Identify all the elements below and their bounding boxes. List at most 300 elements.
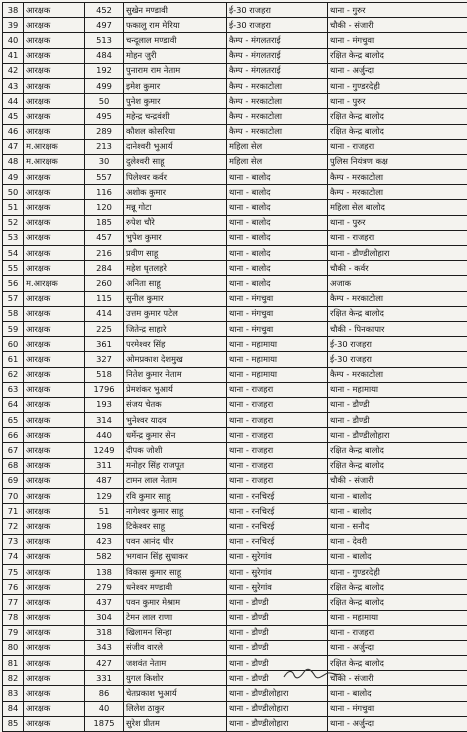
posted-to-cell: थाना - डौण्डीलोहारा	[328, 246, 467, 261]
rank-cell: आरक्षक	[24, 504, 85, 519]
posted-to-cell: रक्षित केन्द्र बालोद	[328, 109, 467, 124]
posted-from-cell: कैम्प - मरकाटोला	[227, 109, 328, 124]
employee-name-cell: महेन्द्र चन्द्रवंशी	[124, 109, 227, 124]
posted-to-cell: थाना - गुरुर	[328, 3, 467, 18]
serial-number-cell: 58	[3, 306, 24, 321]
rank-cell: आरक्षक	[24, 413, 85, 428]
posted-to-cell: रक्षित केन्द्र बालोद	[328, 306, 467, 321]
table-row	[3, 595, 467, 610]
rank-cell: आरक्षक	[24, 473, 85, 488]
rank-cell: आरक्षक	[24, 656, 85, 671]
posted-from-cell: कैम्प - मरकाटोला	[227, 124, 328, 139]
posted-from-cell: महिला सेल	[227, 154, 328, 169]
posted-to-cell: कैम्प - मरकाटोला	[328, 185, 467, 200]
posted-to-cell: थाना - राजहरा	[328, 139, 467, 154]
rank-cell: आरक्षक	[24, 534, 85, 549]
table-row	[3, 656, 467, 671]
table-row	[3, 534, 467, 549]
posted-from-cell: थाना - राजहरा	[227, 428, 328, 443]
rank-cell: आरक्षक	[24, 261, 85, 276]
employee-name-cell: टामन लाल नेताम	[124, 473, 227, 488]
posted-to-cell: रक्षित केन्द्र बालोद	[328, 580, 467, 595]
table-row	[3, 489, 467, 504]
posted-to-cell: थाना - अर्जुन्दा	[328, 716, 467, 731]
serial-number-cell: 67	[3, 443, 24, 458]
table-row	[3, 397, 467, 412]
rank-cell: आरक्षक	[24, 367, 85, 382]
posted-from-cell: कैम्प - मरकाटोला	[227, 94, 328, 109]
employee-name-cell: पुनेश कुमार	[124, 94, 227, 109]
posted-from-cell: थाना - राजहरा	[227, 443, 328, 458]
badge-number-cell: 582	[85, 549, 124, 564]
employee-name-cell: परमेश्वर सिंह	[124, 337, 227, 352]
serial-number-cell: 57	[3, 291, 24, 306]
table-row	[3, 261, 467, 276]
posted-to-cell: थाना - महामाया	[328, 382, 467, 397]
posted-to-cell: थाना - राजहरा	[328, 230, 467, 245]
serial-number-cell: 43	[3, 78, 24, 93]
rank-cell: आरक्षक	[24, 580, 85, 595]
transfer-list-table	[2, 2, 467, 732]
rank-cell: आरक्षक	[24, 18, 85, 33]
posted-from-cell: थाना - बालोद	[227, 276, 328, 291]
posted-to-cell: कैम्प - मरकाटोला	[328, 291, 467, 306]
table-row	[3, 686, 467, 701]
badge-number-cell: 289	[85, 124, 124, 139]
serial-number-cell: 65	[3, 413, 24, 428]
employee-name-cell: मनोहर सिंह राजपूत	[124, 458, 227, 473]
rank-cell: आरक्षक	[24, 671, 85, 686]
badge-number-cell: 30	[85, 154, 124, 169]
serial-number-cell: 47	[3, 139, 24, 154]
posted-from-cell: थाना - डौण्डी	[227, 610, 328, 625]
serial-number-cell: 55	[3, 261, 24, 276]
table-row	[3, 443, 467, 458]
badge-number-cell: 437	[85, 595, 124, 610]
table-row	[3, 428, 467, 443]
serial-number-cell: 48	[3, 154, 24, 169]
serial-number-cell: 46	[3, 124, 24, 139]
badge-number-cell: 192	[85, 63, 124, 78]
serial-number-cell: 76	[3, 580, 24, 595]
posted-to-cell: थाना - बालोद	[328, 686, 467, 701]
employee-name-cell: कौशल कोसरिया	[124, 124, 227, 139]
employee-name-cell: धनेश्वर मण्डावी	[124, 580, 227, 595]
table-row	[3, 63, 467, 78]
table-row	[3, 458, 467, 473]
serial-number-cell: 53	[3, 230, 24, 245]
serial-number-cell: 81	[3, 656, 24, 671]
badge-number-cell: 225	[85, 321, 124, 336]
posted-to-cell: थाना - बालोद	[328, 549, 467, 564]
posted-from-cell: थाना - डौण्डी	[227, 625, 328, 640]
employee-name-cell: रुपेश चौरे	[124, 215, 227, 230]
posted-to-cell: कैम्प - मरकाटोला	[328, 367, 467, 382]
table-row	[3, 625, 467, 640]
employee-name-cell: जशवंत नेताम	[124, 656, 227, 671]
serial-number-cell: 75	[3, 564, 24, 579]
rank-cell: आरक्षक	[24, 321, 85, 336]
badge-number-cell: 304	[85, 610, 124, 625]
serial-number-cell: 68	[3, 458, 24, 473]
badge-number-cell: 260	[85, 276, 124, 291]
employee-name-cell: लिलेश ठाकुर	[124, 701, 227, 716]
serial-number-cell: 71	[3, 504, 24, 519]
posted-to-cell: रक्षित केन्द्र बालोद	[328, 656, 467, 671]
posted-from-cell: थाना - रनचिरई	[227, 534, 328, 549]
serial-number-cell: 82	[3, 671, 24, 686]
posted-to-cell: चौकी - पिनकापार	[328, 321, 467, 336]
serial-number-cell: 38	[3, 3, 24, 18]
badge-number-cell: 1875	[85, 716, 124, 731]
rank-cell: आरक्षक	[24, 170, 85, 185]
posted-from-cell: थाना - रनचिरई	[227, 504, 328, 519]
rank-cell: आरक्षक	[24, 564, 85, 579]
table-row	[3, 185, 467, 200]
rank-cell: आरक्षक	[24, 610, 85, 625]
employee-name-cell: दानेश्वरी भुआर्य	[124, 139, 227, 154]
serial-number-cell: 83	[3, 686, 24, 701]
employee-name-cell: नितेश कुमार नेताम	[124, 367, 227, 382]
posted-from-cell: थाना - रनचिरई	[227, 519, 328, 534]
serial-number-cell: 49	[3, 170, 24, 185]
rank-cell: आरक्षक	[24, 33, 85, 48]
table-row	[3, 337, 467, 352]
serial-number-cell: 73	[3, 534, 24, 549]
employee-name-cell: चेतप्रकाश भुआर्य	[124, 686, 227, 701]
serial-number-cell: 63	[3, 382, 24, 397]
badge-number-cell: 185	[85, 215, 124, 230]
badge-number-cell: 423	[85, 534, 124, 549]
table-row	[3, 200, 467, 215]
table-row	[3, 109, 467, 124]
employee-name-cell: चन्दूलाल मण्डावी	[124, 33, 227, 48]
employee-name-cell: संजीव वारले	[124, 640, 227, 655]
employee-name-cell: टिकेश्वर साहू	[124, 519, 227, 534]
employee-name-cell: सुरेश प्रीतम	[124, 716, 227, 731]
posted-to-cell: थाना - मंगचुवा	[328, 33, 467, 48]
employee-name-cell: रवि कुमार साहू	[124, 489, 227, 504]
rank-cell: आरक्षक	[24, 48, 85, 63]
badge-number-cell: 198	[85, 519, 124, 534]
badge-number-cell: 487	[85, 473, 124, 488]
posted-from-cell: महिला सेल	[227, 139, 328, 154]
posted-to-cell: रक्षित केन्द्र बालोद	[328, 124, 467, 139]
badge-number-cell: 1249	[85, 443, 124, 458]
table-row	[3, 701, 467, 716]
posted-from-cell: कैम्प - मंगलतराई	[227, 33, 328, 48]
posted-to-cell: थाना - डौण्डी	[328, 397, 467, 412]
posted-from-cell: थाना - सुरेगांव	[227, 549, 328, 564]
badge-number-cell: 414	[85, 306, 124, 321]
table-row	[3, 139, 467, 154]
posted-from-cell: थाना - सुरेगांव	[227, 580, 328, 595]
posted-from-cell: थाना - राजहरा	[227, 382, 328, 397]
rank-cell: आरक्षक	[24, 428, 85, 443]
posted-to-cell: थाना - बालोद	[328, 489, 467, 504]
employee-name-cell: भगवान सिंह सुधाकर	[124, 549, 227, 564]
posted-from-cell: थाना - डौण्डीलोहारा	[227, 701, 328, 716]
rank-cell: आरक्षक	[24, 215, 85, 230]
badge-number-cell: 557	[85, 170, 124, 185]
badge-number-cell: 518	[85, 367, 124, 382]
posted-from-cell: कैम्प - मंगलतराई	[227, 48, 328, 63]
table-row	[3, 154, 467, 169]
posted-to-cell: रक्षित केन्द्र बालोद	[328, 443, 467, 458]
serial-number-cell: 52	[3, 215, 24, 230]
posted-from-cell: थाना - डौण्डीलोहारा	[227, 686, 328, 701]
posted-to-cell: रक्षित केन्द्र बालोद	[328, 458, 467, 473]
table-row	[3, 640, 467, 655]
employee-name-cell: धर्मेन्द्र कुमार सेन	[124, 428, 227, 443]
table-row	[3, 413, 467, 428]
serial-number-cell: 61	[3, 352, 24, 367]
badge-number-cell: 327	[85, 352, 124, 367]
employee-name-cell: ओमप्रकाश देशमुख	[124, 352, 227, 367]
table-row	[3, 306, 467, 321]
rank-cell: म.आरक्षक	[24, 139, 85, 154]
posted-from-cell: कैम्प - मरकाटोला	[227, 78, 328, 93]
table-row	[3, 382, 467, 397]
posted-from-cell: थाना - मंगचुवा	[227, 306, 328, 321]
employee-name-cell: इमेश कुमार	[124, 78, 227, 93]
serial-number-cell: 78	[3, 610, 24, 625]
table-row	[3, 94, 467, 109]
serial-number-cell: 41	[3, 48, 24, 63]
table-row	[3, 78, 467, 93]
serial-number-cell: 59	[3, 321, 24, 336]
badge-number-cell: 1796	[85, 382, 124, 397]
posted-to-cell: थाना - राजहरा	[328, 625, 467, 640]
rank-cell: आरक्षक	[24, 686, 85, 701]
serial-number-cell: 39	[3, 18, 24, 33]
serial-number-cell: 77	[3, 595, 24, 610]
rank-cell: आरक्षक	[24, 230, 85, 245]
serial-number-cell: 72	[3, 519, 24, 534]
serial-number-cell: 56	[3, 276, 24, 291]
posted-from-cell: थाना - राजहरा	[227, 413, 328, 428]
table-row	[3, 367, 467, 382]
rank-cell: आरक्षक	[24, 94, 85, 109]
employee-name-cell: मोहन जुरी	[124, 48, 227, 63]
badge-number-cell: 115	[85, 291, 124, 306]
rank-cell: आरक्षक	[24, 397, 85, 412]
badge-number-cell: 51	[85, 504, 124, 519]
signature-mark	[282, 668, 342, 679]
posted-from-cell: थाना - बालोद	[227, 261, 328, 276]
serial-number-cell: 64	[3, 397, 24, 412]
rank-cell: आरक्षक	[24, 519, 85, 534]
table-row	[3, 473, 467, 488]
posted-to-cell: थाना - देवरी	[328, 534, 467, 549]
rank-cell: आरक्षक	[24, 63, 85, 78]
table-row	[3, 564, 467, 579]
rank-cell: आरक्षक	[24, 701, 85, 716]
posted-from-cell: थाना - बालोद	[227, 215, 328, 230]
table-row	[3, 291, 467, 306]
employee-name-cell: दीपक जोशी	[124, 443, 227, 458]
table-row	[3, 671, 467, 686]
posted-to-cell: थाना - सनौद	[328, 519, 467, 534]
employee-name-cell: महेश धृतलहरे	[124, 261, 227, 276]
table-row	[3, 716, 467, 731]
employee-name-cell: जितेन्द्र साहारे	[124, 321, 227, 336]
posted-to-cell: चौकी - संजारी	[328, 671, 467, 686]
badge-number-cell: 452	[85, 3, 124, 18]
serial-number-cell: 62	[3, 367, 24, 382]
table-row	[3, 18, 467, 33]
posted-to-cell: ई-30 राजहरा	[328, 352, 467, 367]
posted-from-cell: थाना - बालोद	[227, 170, 328, 185]
posted-to-cell: थाना - गुण्डरदेही	[328, 78, 467, 93]
table-row	[3, 246, 467, 261]
posted-to-cell: कैम्प - मरकाटोला	[328, 170, 467, 185]
posted-to-cell: थाना - अर्जुन्दा	[328, 640, 467, 655]
table-row	[3, 519, 467, 534]
serial-number-cell: 66	[3, 428, 24, 443]
badge-number-cell: 343	[85, 640, 124, 655]
badge-number-cell: 120	[85, 200, 124, 215]
rank-cell: आरक्षक	[24, 124, 85, 139]
badge-number-cell: 457	[85, 230, 124, 245]
posted-from-cell: ई-30 राजहरा	[227, 3, 328, 18]
rank-cell: आरक्षक	[24, 382, 85, 397]
badge-number-cell: 427	[85, 656, 124, 671]
serial-number-cell: 45	[3, 109, 24, 124]
badge-number-cell: 116	[85, 185, 124, 200]
rank-cell: आरक्षक	[24, 3, 85, 18]
serial-number-cell: 51	[3, 200, 24, 215]
posted-from-cell: थाना - महामाया	[227, 352, 328, 367]
badge-number-cell: 513	[85, 33, 124, 48]
rank-cell: आरक्षक	[24, 246, 85, 261]
posted-to-cell: थाना - गुण्डरदेही	[328, 564, 467, 579]
table-row	[3, 230, 467, 245]
posted-from-cell: थाना - बालोद	[227, 185, 328, 200]
employee-name-cell: फकालु राम मेरिया	[124, 18, 227, 33]
transfer-list-body	[3, 3, 467, 732]
employee-name-cell: टेमन लाल राणा	[124, 610, 227, 625]
serial-number-cell: 50	[3, 185, 24, 200]
employee-name-cell: सुखेन मण्डावी	[124, 3, 227, 18]
rank-cell: आरक्षक	[24, 306, 85, 321]
posted-from-cell: थाना - डौण्डी	[227, 595, 328, 610]
table-row	[3, 549, 467, 564]
posted-from-cell: कैम्प - मंगलतराई	[227, 63, 328, 78]
posted-to-cell: महिला सेल बालोद	[328, 200, 467, 215]
posted-to-cell: थाना - बालोद	[328, 504, 467, 519]
employee-name-cell: पवन आनंद धीर	[124, 534, 227, 549]
posted-from-cell: थाना - बालोद	[227, 246, 328, 261]
badge-number-cell: 50	[85, 94, 124, 109]
posted-to-cell: ई-30 राजहरा	[328, 337, 467, 352]
posted-to-cell: थाना - पुरुर	[328, 94, 467, 109]
rank-cell: आरक्षक	[24, 337, 85, 352]
table-row	[3, 215, 467, 230]
rank-cell: आरक्षक	[24, 352, 85, 367]
serial-number-cell: 44	[3, 94, 24, 109]
posted-to-cell: चौकी - संजारी	[328, 18, 467, 33]
posted-to-cell: अजाक	[328, 276, 467, 291]
badge-number-cell: 318	[85, 625, 124, 640]
rank-cell: आरक्षक	[24, 549, 85, 564]
employee-name-cell: अशोक कुमार	[124, 185, 227, 200]
posted-to-cell: चौकी - संजारी	[328, 473, 467, 488]
posted-to-cell: चौकी - कर्वर	[328, 261, 467, 276]
posted-from-cell: थाना - मंगचुवा	[227, 291, 328, 306]
serial-number-cell: 80	[3, 640, 24, 655]
badge-number-cell: 311	[85, 458, 124, 473]
posted-from-cell: थाना - राजहरा	[227, 397, 328, 412]
employee-name-cell: भुनेश्वर यादव	[124, 413, 227, 428]
serial-number-cell: 79	[3, 625, 24, 640]
serial-number-cell: 70	[3, 489, 24, 504]
rank-cell: आरक्षक	[24, 640, 85, 655]
posted-to-cell: पुलिस नियंत्रण कक्ष	[328, 154, 467, 169]
posted-from-cell: थाना - रनचिरई	[227, 489, 328, 504]
table-row	[3, 321, 467, 336]
rank-cell: म.आरक्षक	[24, 154, 85, 169]
rank-cell: आरक्षक	[24, 200, 85, 215]
posted-to-cell: थाना - मंगचुवा	[328, 701, 467, 716]
badge-number-cell: 495	[85, 109, 124, 124]
posted-to-cell: रक्षित केन्द्र बालोद	[328, 595, 467, 610]
posted-to-cell: थाना - डौण्डीलोहारा	[328, 428, 467, 443]
posted-from-cell: थाना - सुरेगांव	[227, 564, 328, 579]
employee-name-cell: संजय चेतक	[124, 397, 227, 412]
badge-number-cell: 279	[85, 580, 124, 595]
table-row	[3, 170, 467, 185]
posted-to-cell: रक्षित केन्द्र बालोद	[328, 48, 467, 63]
table-row	[3, 610, 467, 625]
rank-cell: आरक्षक	[24, 109, 85, 124]
badge-number-cell: 499	[85, 78, 124, 93]
posted-from-cell: थाना - राजहरा	[227, 473, 328, 488]
employee-name-cell: अनिता साहू	[124, 276, 227, 291]
posted-from-cell: थाना - डौण्डीलोहारा	[227, 716, 328, 731]
badge-number-cell: 138	[85, 564, 124, 579]
employee-name-cell: दुलेश्वरी साहू	[124, 154, 227, 169]
posted-from-cell: थाना - डौण्डी	[227, 640, 328, 655]
employee-name-cell: पवन कुमार मेश्राम	[124, 595, 227, 610]
rank-cell: आरक्षक	[24, 595, 85, 610]
employee-name-cell: भुपेश कुमार	[124, 230, 227, 245]
badge-number-cell: 314	[85, 413, 124, 428]
employee-name-cell: उत्तम कुमार पटेल	[124, 306, 227, 321]
posted-to-cell: थाना - अर्जुन्दा	[328, 63, 467, 78]
posted-from-cell: थाना - राजहरा	[227, 458, 328, 473]
employee-name-cell: युगल किशोर	[124, 671, 227, 686]
badge-number-cell: 129	[85, 489, 124, 504]
posted-from-cell: थाना - महामाया	[227, 337, 328, 352]
employee-name-cell: पुनाराम राम नेताम	[124, 63, 227, 78]
rank-cell: आरक्षक	[24, 291, 85, 306]
table-row	[3, 352, 467, 367]
badge-number-cell: 86	[85, 686, 124, 701]
badge-number-cell: 497	[85, 18, 124, 33]
rank-cell: आरक्षक	[24, 458, 85, 473]
rank-cell: आरक्षक	[24, 185, 85, 200]
badge-number-cell: 484	[85, 48, 124, 63]
badge-number-cell: 361	[85, 337, 124, 352]
posted-to-cell: थाना - पुरुर	[328, 215, 467, 230]
badge-number-cell: 331	[85, 671, 124, 686]
rank-cell: आरक्षक	[24, 78, 85, 93]
posted-from-cell: थाना - डौण्डी	[227, 671, 328, 686]
serial-number-cell: 69	[3, 473, 24, 488]
table-row	[3, 580, 467, 595]
posted-from-cell: ई-30 राजहरा	[227, 18, 328, 33]
